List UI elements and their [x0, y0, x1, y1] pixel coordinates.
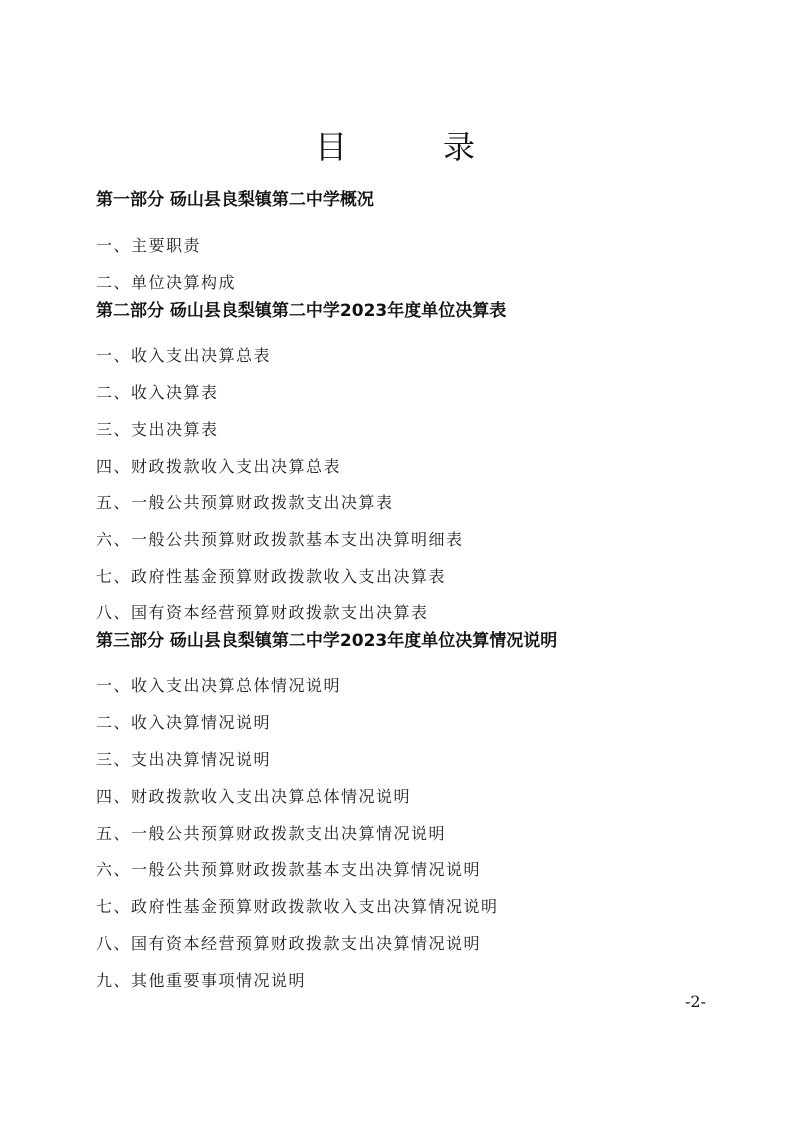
toc-item: 三、支出决算表	[96, 420, 219, 439]
toc-item: 六、一般公共预算财政拨款基本支出决算情况说明	[96, 860, 482, 879]
toc-item: 二、收入决算表	[96, 383, 219, 402]
toc-item: 一、收入支出决算总体情况说明	[96, 676, 342, 695]
toc-item: 二、收入决算情况说明	[96, 713, 272, 732]
toc-item: 四、财政拨款收入支出决算总表	[96, 457, 342, 476]
toc-item: 二、单位决算构成	[96, 273, 237, 292]
toc-item: 一、主要职责	[96, 236, 202, 255]
toc-item: 六、一般公共预算财政拨款基本支出决算明细表	[96, 530, 464, 549]
toc-item: 九、其他重要事项情况说明	[96, 971, 307, 990]
toc-item: 四、财政拨款收入支出决算总体情况说明	[96, 787, 412, 806]
toc-item: 一、收入支出决算总表	[96, 346, 272, 365]
part1-heading: 第一部分 砀山县良梨镇第二中学概况	[96, 190, 374, 210]
toc-item: 三、支出决算情况说明	[96, 750, 272, 769]
toc-item: 五、一般公共预算财政拨款支出决算表	[96, 493, 394, 512]
toc-item: 五、一般公共预算财政拨款支出决算情况说明	[96, 824, 447, 843]
toc-item: 七、政府性基金预算财政拨款收入支出决算表	[96, 567, 447, 586]
page-number: -2-	[685, 992, 706, 1011]
page-title: 目 录	[314, 128, 507, 166]
toc-item: 七、政府性基金预算财政拨款收入支出决算情况说明	[96, 897, 499, 916]
part2-heading: 第二部分 砀山县良梨镇第二中学2023年度单位决算表	[96, 301, 507, 321]
toc-item: 八、国有资本经营预算财政拨款支出决算情况说明	[96, 934, 482, 953]
part3-heading: 第三部分 砀山县良梨镇第二中学2023年度单位决算情况说明	[96, 631, 558, 651]
toc-item: 八、国有资本经营预算财政拨款支出决算表	[96, 603, 429, 622]
